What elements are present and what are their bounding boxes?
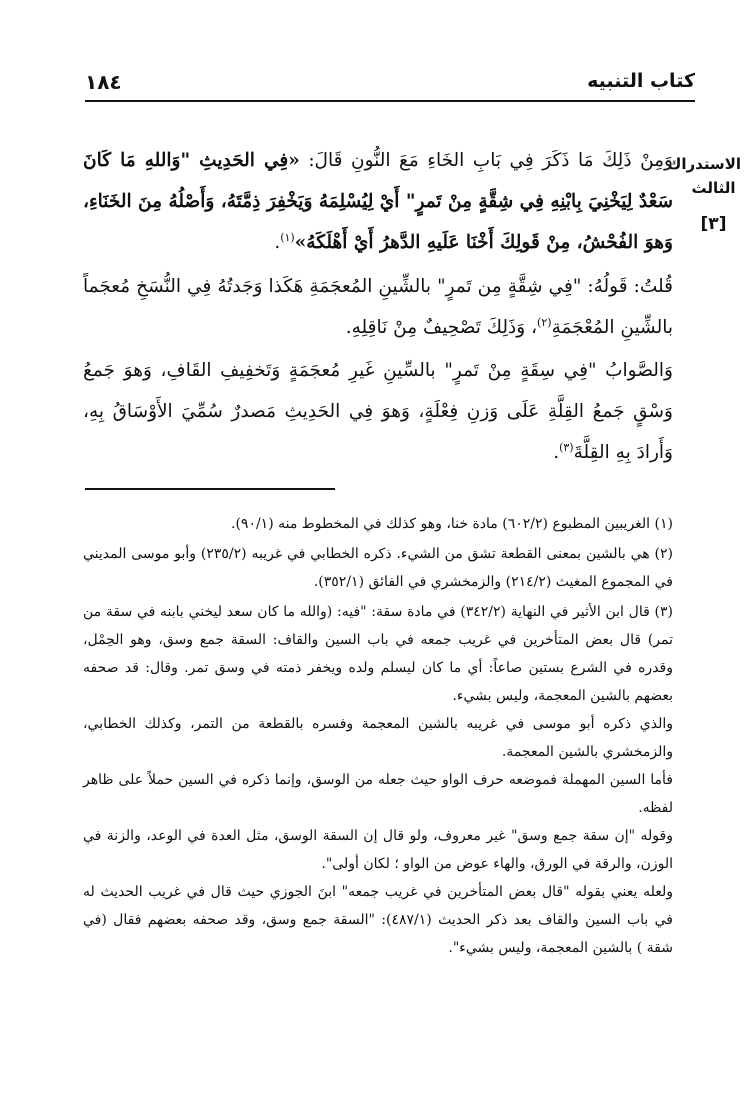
main-paragraph-1 bbox=[83, 140, 673, 263]
footnote-ref-1: (١) bbox=[280, 230, 295, 244]
running-title: كتاب التنبيه bbox=[587, 70, 695, 92]
main-paragraph-2 bbox=[83, 266, 673, 348]
main-paragraph-3 bbox=[83, 350, 673, 473]
footnote-separator bbox=[85, 488, 335, 490]
margin-note bbox=[667, 152, 741, 236]
footnote-3-part-3: فأما السين المهملة فموضعه حرف الواو حيث جعله من الوسق، وإنما ذكره في السين حملاً على ظاهر لفظه. bbox=[83, 772, 673, 816]
para1-end: . bbox=[274, 232, 281, 253]
footnote-3-part-5: ولعله يعني بقوله "قال بعض المتأخرين في غريب جمعه" ابنَ الجوزي حيث قال في غريب الحديث له في باب السين والقاف بعد ذكر الحديث (٤٨٧/١): "السقة جمع وسق، وقد صحفه بعضهم فقال (في شقة ) بالشين المعجمة، وليس بشيء". bbox=[83, 884, 673, 956]
para3-text: وَالصَّوابُ "فِي سِقَةٍ مِنْ تَمرٍ" بالسِّينِ غَيرِ مُعجَمَةٍ وَتَخفِيفِ القَافِ، وَهوَ جَمعُ وَسْقٍ جَمعُ القِلَّةِ عَلَى وَزنِ فِعْلَةٍ، وَهوَ فِي الحَدِيثِ مَصدرٌ سُمِّيَ الأَوْسَاقُ بِهِ، وَأَرادَ بِهِ القِلَّةَ bbox=[83, 360, 673, 463]
margin-label-line2: الثالث bbox=[691, 179, 736, 197]
para1-quote: «فِي الحَدِيثِ "وَاللهِ مَا كَانَ سَعْدٌ لِيَخْنِيَ بِابْنِهِ فِي شِقَّةٍ مِنْ تَمرٍ" أَيْ لِيُسْلِمَهُ وَيَخْفِرَ ذِمَّتَهُ، وَأَصْلُهُ مِنَ الخَنَاءِ، وَهوَ الفُحْشُ، مِنْ قَولِكَ أَخْنَا عَلَيهِ الدَّهرُ أَيْ أَهْلَكَهُ» bbox=[83, 150, 673, 253]
footnote-ref-3: (٣) bbox=[559, 440, 574, 454]
para1-intro: وَمِنْ ذَلِكَ مَا ذَكَرَ فِي بَابِ الخَاءِ مَعَ النُّونِ قَالَ: bbox=[299, 150, 673, 171]
page-header bbox=[85, 70, 695, 102]
footnote-ref-2: (٢) bbox=[537, 315, 552, 329]
margin-number: [٣] bbox=[700, 214, 727, 234]
footnote-3-part-2: والذي ذكره أبو موسى في غريبه بالشين المعجمة وفسره بالقطعة من التمر، وكذلك الخطابي، والزمخشري بالشين المعجمة. bbox=[83, 716, 673, 760]
main-text bbox=[83, 140, 673, 473]
footnote-2: (٢) هي بالشين بمعنى القطعة تشق من الشيء. ذكره الخطابي في غريبه (٢٣٥/٢) وأبو موسى المديني في المجموع المغيث (٢١٤/٢) والزمخشري في الفائق (٣٥٢/١). bbox=[83, 546, 673, 590]
footnote-3-part-4: وقوله "إن سقة جمع وسق" غير معروف، ولو قال إن السقة الوسق، مثل العدة في الوعد، والزنة في الوزن، والرقة في الورق، والهاء عوض من الواو ؛ لكان أولى". bbox=[83, 828, 673, 872]
footnote-1: (١) الغريبين المطبوع (٦٠٢/٢) مادة خنا، وهو كذلك في المخطوط منه (٩٠/١). bbox=[231, 516, 673, 532]
margin-label-line1: الاستدراك bbox=[667, 155, 741, 173]
para2-text-b: ، وَذَلِكَ تَصْحِيفٌ مِنْ نَاقِلِهِ. bbox=[345, 317, 538, 338]
footnotes bbox=[83, 510, 673, 962]
page-number: ١٨٤ bbox=[85, 70, 122, 94]
para3-end: . bbox=[553, 442, 560, 463]
para2-text-a: قُلتُ: قَولُهُ: "فِي شِقَّةٍ مِن تَمرٍ" بالشِّينِ المُعجَمَةِ هَكَذا وَجَدتُهُ فِي النُّسَخِ مُعجَماً بالشِّينِ المُعْجَمَةِ bbox=[83, 276, 673, 338]
footnote-3-part-1: (٣) قال ابن الأثير في النهاية (٣٤٢/٢) في مادة سقة: "فيه: (والله ما كان سعد ليخني بابنه في سقة من تمر) قال بعض المتأخرين في غريب جمعه في باب السين والقاف: السقة جمع وسق، وهو الحِمْل، وقدره في الشرع بستين صاعاً: أي ما كان ليسلم ولده ويخفر ذمته في وسق تمر. وقال: قد صحفه بعضهم بالشين المعجمة، وليس بشيء. bbox=[83, 604, 674, 704]
